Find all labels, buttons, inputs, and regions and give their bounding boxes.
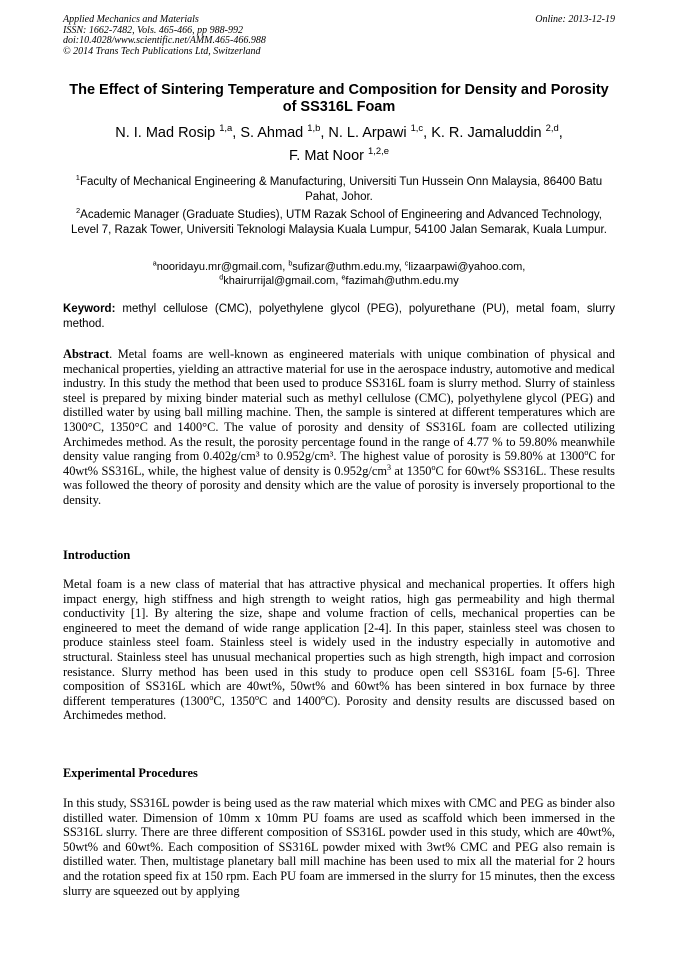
affiliation-1: $^1$Faculty of Mechanical Engineering & Manufacturing, Universiti Tun Hussein Onn Malaysia, 86400 Batu Pahat, Johor. bbox=[75, 173, 603, 203]
experimental-heading: Experimental Procedures bbox=[63, 766, 198, 780]
paper-title: The Effect of Sintering Temperature and Composition for Density and Porosity of SS316L Foam bbox=[69, 82, 609, 115]
doi: doi:10.4028/www.scientific.net/AMM.465-466.988 bbox=[63, 35, 266, 46]
affiliation-2: $^2$Academic Manager (Graduate Studies), UTM Razak School of Engineering and Advanced Technology, Level 7, Razak Tower, Universiti Teknologi Malaysia Kuala Lumpur, 54100 Jalan Semarak, Kuala Lumpur. bbox=[71, 206, 607, 236]
copyright: © 2014 Trans Tech Publications Ltd, Switzerland bbox=[63, 45, 261, 57]
email: $^a$nooridayu.mr@gmail.com, bbox=[152, 259, 289, 273]
email: $^d$khairurrijal@gmail.com, bbox=[219, 273, 342, 287]
journal-name: Applied Mechanics and Materials bbox=[63, 14, 199, 25]
author: K. R. Jamaluddin $^{2,d}$, bbox=[431, 122, 563, 141]
keywords-text: methyl cellulose (CMC), polyethylene glycol (PEG), polyurethane (PU), metal foam, slurry method. bbox=[63, 303, 615, 330]
journal-header bbox=[63, 15, 615, 57]
keywords-label: Keyword: bbox=[63, 303, 116, 315]
abstract: Abstract. Metal foams are well-known as engineered materials with unique combination of physical and mechanical properties, yielding an attractive material for use in the aerospace industry, automotive and medical industry. In this study the method that been used to produce SS316L foam is slurry method. Slurry of stainless steel is prepared by mixing binder material such as methyl cellulose (CMC), polyethylene glycol (PEG) and distilled water by using ball milling machine. Then, the sample is sintered at different temperatures which are 1300°C, 1350°C and 1400°C. The value of porosity and density of SS316L foam are collected utilizing Archimedes method. As the result, the porosity percentage found in the range of 4.77 % to 59.80% meanwhile density value ranging from 0.402g/cm³ to 0.952g/cm³. The highest value of porosity is 59.80% at 1300$^o$C for 40wt% SS316L, while, the highest value of density is $0.952g/cm^3$ at 1350$^o$C for 60wt% SS316L. These results was followed the theory of porosity and density which are the value of porosity is inversely proportional to the density. bbox=[63, 347, 615, 507]
author: N. I. Mad Rosip $^{1,a}$, bbox=[115, 122, 241, 141]
abstract-label: Abstract bbox=[63, 347, 110, 361]
introduction-text: Metal foam is a new class of material that has attractive physical and mechanical properties. It offers high impact energy, high stiffness and high strength to weight ratios, high gas permeability and high thermal conductivity [1]. By altering the size, shape and volume fraction of cells, mechanical properties can be engineered to meet the demand of wide range application [2-4]. In this paper, stainless steel was chosen to produce stainless steel foam. Stainless steel is widely used in the industry especially in automotive and structural. Stainless steel has unusual mechanical properties such as high strength, high impact and corrosion resistance. Slurry method has been used in this study to produce open cell SS316L foam [5-6]. Three composition of SS316L which are 40wt%, 50wt% and 60wt% has been sintered in box furnace by three different temperatures (1300$^o$C, 1350$^o$C and 1400$^o$C). Porosity and density results are discussed based on Archimedes method. bbox=[63, 577, 615, 723]
email-list bbox=[63, 260, 615, 288]
author: F. Mat Noor $^{1,2,e}$ bbox=[289, 145, 389, 164]
email: $^c$lizaarpawi@yahoo.com, bbox=[404, 259, 526, 273]
keywords bbox=[63, 302, 615, 332]
experimental-text: In this study, SS316L powder is being used as the raw material which mixes with CMC and PEG as binder also distilled water. Dimension of 10mm x 10mm PU foams are used as scaffold which been immersed in the SS316L slurry. There are three different composition of SS316L powder used in this study, which are 40wt%, 50wt% and 60wt%. Each composition of SS316L powder mixed with 3wt% CMC and PEG also remain is distilled water. Then, multistage planetary ball mill machine has been used to mix all the material for 2 hours and the rotation speed fix at 150 rpm. Each PU foam are immersed in the slurry for 15 minutes, then the excess slurry are squeezed out by applying bbox=[63, 796, 615, 898]
author: S. Ahmad $^{1,b}$, bbox=[240, 122, 329, 141]
author-list bbox=[63, 122, 615, 168]
issn: ISSN: 1662-7482, Vols. 465-466, pp 988-992 bbox=[63, 24, 243, 36]
email: $^b$sufizar@uthm.edu.my, bbox=[288, 259, 405, 273]
online-date: Online: 2013-12-19 bbox=[535, 14, 615, 25]
email: $^e$fazimah@uthm.edu.my bbox=[341, 273, 459, 287]
introduction-heading: Introduction bbox=[63, 548, 131, 562]
author: N. L. Arpawi $^{1,c}$, bbox=[328, 122, 432, 141]
